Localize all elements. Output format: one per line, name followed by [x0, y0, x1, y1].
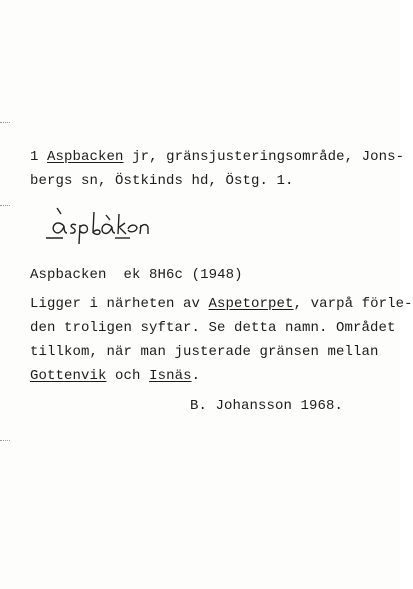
- body-line-4-end: .: [191, 368, 201, 384]
- card-header-line-1: [30, 148, 404, 166]
- map-reference: [30, 266, 243, 284]
- signature: B. Johansson 1968.: [190, 398, 344, 414]
- body-line-4: [30, 367, 200, 385]
- entry-number: 1: [30, 149, 39, 165]
- place-link-gottenvik: Gottenvik: [30, 368, 107, 384]
- card-header-line-2: bergs sn, Östkinds hd, Östg. 1.: [30, 173, 294, 189]
- handwritten-phonetic: [44, 204, 164, 248]
- header-line-1-rest: jr, gränsjusteringsområde, Jons-: [132, 149, 405, 165]
- headword: Aspbacken: [47, 149, 124, 165]
- body-line-1: [30, 295, 413, 313]
- place-link-aspetorpet: Aspetorpet: [208, 296, 294, 312]
- edge-mark: [0, 205, 10, 206]
- body-line-1-prefix: Ligger i närheten av: [30, 296, 201, 312]
- phonetic-transcription: [44, 204, 164, 248]
- place-link-isnas: Isnäs: [149, 368, 192, 384]
- body-line-3: tillkom, när man justerade gränsen mellan: [30, 344, 379, 360]
- edge-mark: [0, 122, 10, 123]
- body-line-2: den troligen syftar. Se detta namn. Området: [30, 320, 396, 336]
- map-ref-year: (1948): [191, 267, 243, 283]
- map-ref-sheet: ek 8H6c: [123, 267, 184, 283]
- map-ref-name: Aspbacken: [30, 267, 107, 283]
- body-line-4-and: och: [115, 368, 141, 384]
- body-line-1-suffix: , varpå förle-: [293, 296, 413, 312]
- edge-mark: [0, 440, 10, 441]
